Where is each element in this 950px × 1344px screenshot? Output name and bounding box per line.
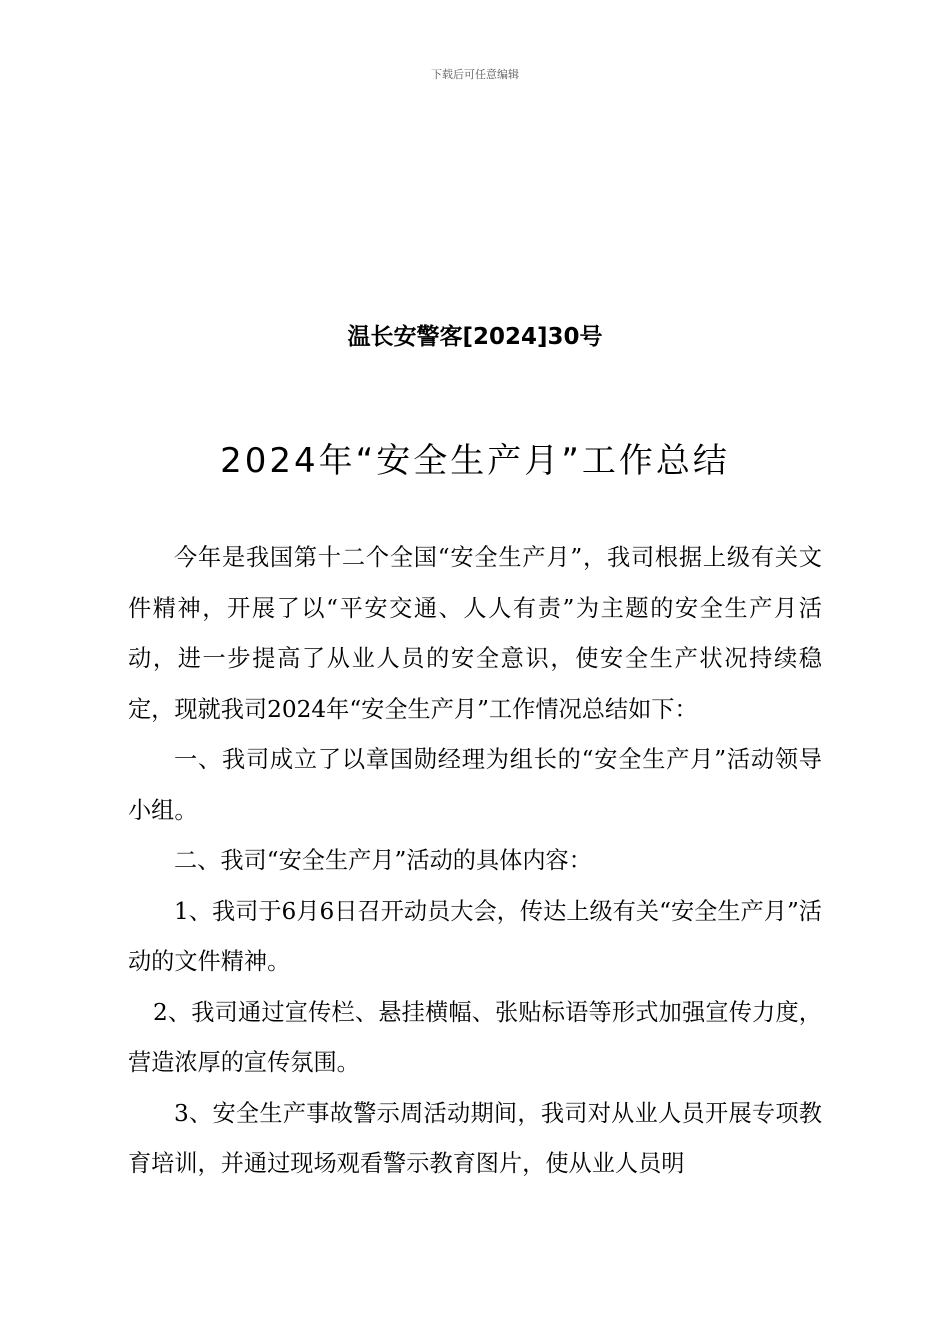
document-body (128, 533, 822, 1190)
paragraph-intro: 今年是我国第十二个全国“安全生产月”，我司根据上级有关文件精神，开展了以“平安交通、人人有责”为主题的安全生产月活动，进一步提高了从业人员的安全意识，使安全生产状况持续稳定，现就我司2024年“安全生产月”工作情况总结如下： (128, 544, 822, 723)
paragraph-subitem-1: 1、我司于6月6日召开动员大会，传达上级有关“安全生产月”活动的文件精神。 (128, 897, 822, 975)
paragraph-item-2: 二、我司“安全生产月”活动的具体内容： (174, 847, 592, 874)
header-note: 下载后可任意编辑 (431, 68, 519, 81)
document-title: 2024年“安全生产月”工作总结 (220, 441, 730, 481)
paragraph-subitem-3: 3、安全生产事故警示周活动期间，我司对从业人员开展专项教育培训，并通过现场观看警示教育图片，使从业人员明 (128, 1099, 822, 1177)
paragraph-subitem-2: 2、我司通过宣传栏、悬挂横幅、张贴标语等形式加强宣传力度，营造浓厚的宣传氛围。 (128, 998, 822, 1076)
paragraph-item-1: 一、我司成立了以章国勋经理为组长的“安全生产月”活动领导小组。 (128, 746, 822, 824)
document-number: 温长安警客[2024]30号 (347, 324, 603, 350)
